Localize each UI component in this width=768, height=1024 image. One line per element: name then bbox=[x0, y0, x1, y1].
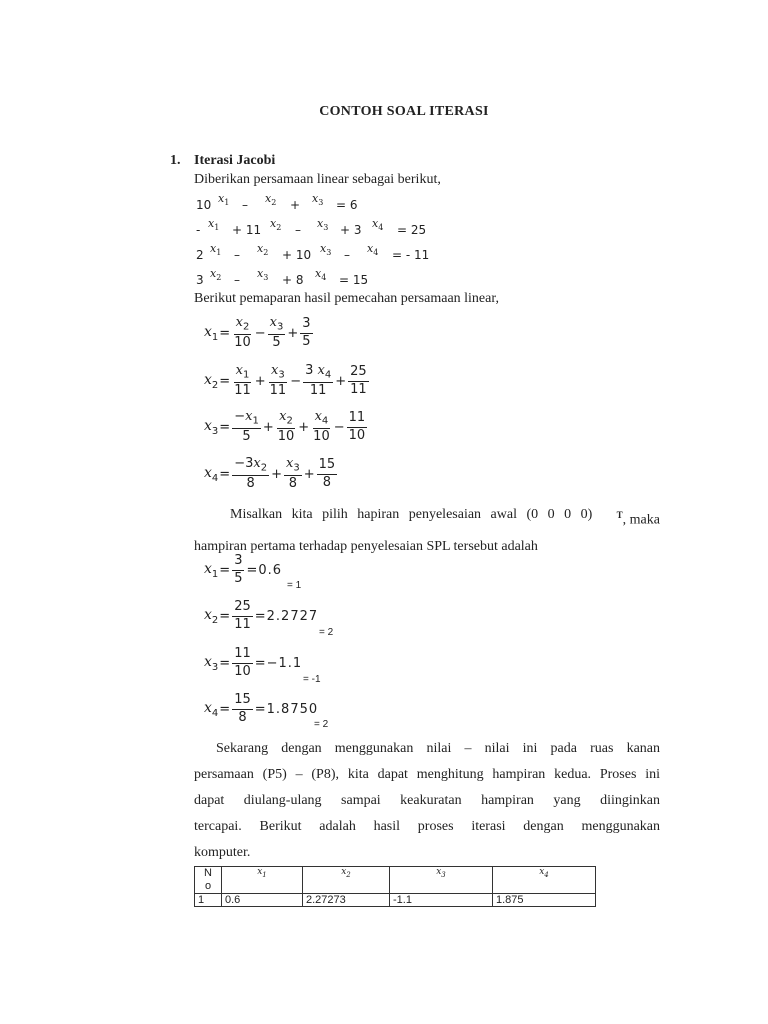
approx-x1-value: 0.6 bbox=[258, 562, 283, 578]
header-x1: $x_1$ bbox=[222, 867, 303, 894]
fraction: $\frac{x_3}{11}$ bbox=[269, 363, 287, 399]
para2-line2: persamaan (P5) – (P8), kita dapat menghitung hampiran kedua. Proses ini bbox=[194, 767, 660, 782]
eq3-x1: $x_1$ bbox=[210, 242, 222, 258]
eq4-rhs: = 15 bbox=[339, 273, 369, 287]
approx-x1-note: = 1 bbox=[287, 580, 302, 591]
para2-line4: tercapai. Berikut adalah hasil proses iterasi dengan menggunakan bbox=[194, 819, 660, 834]
eq2-coef: - bbox=[196, 223, 201, 237]
eq1-coef: 10 bbox=[196, 198, 212, 212]
fraction: $\frac{-3x_2}{8}$ bbox=[234, 456, 268, 492]
explanation-text: Berikut pemaparan hasil pemecahan persamaan linear, bbox=[194, 291, 499, 306]
approx-x4-note: = 2 bbox=[314, 719, 329, 730]
approx-x3-note: = -1 bbox=[303, 674, 321, 685]
table-row bbox=[195, 894, 596, 907]
eq1-op2: + bbox=[290, 198, 301, 212]
cell-no: 1 bbox=[195, 894, 222, 907]
approx-x4-value: 1.8750 bbox=[266, 701, 319, 717]
eq4-x3: $x_3$ bbox=[257, 267, 269, 283]
fraction: $\frac{3}{5}$ bbox=[302, 316, 311, 350]
para1-line1-end: , maka bbox=[622, 512, 660, 528]
fraction: $\frac{3 x_4}{11}$ bbox=[305, 363, 332, 399]
fraction: $\frac{-x_1}{5}$ bbox=[234, 409, 259, 445]
fraction: $\frac{25}{11}$ bbox=[350, 364, 367, 398]
eq3-x3: $x_3$ bbox=[320, 242, 332, 258]
para2-line3: dapat diulang-ulang sampai keakuratan hampiran yang diinginkan bbox=[194, 793, 660, 808]
eq4-x4: $x_4$ bbox=[315, 267, 327, 283]
eq4-coef: 3 bbox=[196, 273, 204, 287]
eq2-rhs: = 25 bbox=[397, 223, 427, 237]
eq3-coef: 2 bbox=[196, 248, 204, 262]
eq2-x3: $x_3$ bbox=[317, 217, 329, 233]
eq4-op1: – bbox=[234, 273, 240, 287]
header-no: N o bbox=[195, 867, 222, 894]
para1-line1: Misalkan kita pilih hapiran penyelesaian awal (0 0 0 0) bbox=[230, 507, 593, 522]
eq3-x4: $x_4$ bbox=[367, 242, 379, 258]
cell-x2: 2.27273 bbox=[303, 894, 390, 907]
eq3-op2: + 10 bbox=[282, 248, 312, 262]
section-number: 1. bbox=[170, 153, 181, 168]
eq1-rhs: = 6 bbox=[336, 198, 358, 212]
paragraph-initial-guess bbox=[194, 502, 660, 560]
transpose-mark: T bbox=[616, 510, 623, 520]
fraction: $\frac{x_2}{10}$ bbox=[234, 315, 251, 351]
eq3-x2: $x_2$ bbox=[257, 242, 269, 258]
formula-x1: $x_1$ = $\frac{x_2}{10}$ − $\frac{x_3}{5}$ + $\frac{3}{5}$ bbox=[204, 315, 311, 351]
eq1-op1: – bbox=[242, 198, 248, 212]
fraction: $\frac{11}{10}$ bbox=[348, 410, 366, 444]
eq3-op1: – bbox=[234, 248, 240, 262]
eq2-op1: + 11 bbox=[232, 223, 262, 237]
fraction: $\frac{x_3}{8}$ bbox=[285, 456, 300, 492]
header-x4: $x_4$ bbox=[493, 867, 596, 894]
fraction: $\frac{x_3}{5}$ bbox=[269, 315, 284, 351]
header-x3: $x_3$ bbox=[390, 867, 493, 894]
paragraph-iteration bbox=[194, 736, 660, 866]
eq3-rhs: = - 11 bbox=[392, 248, 430, 262]
approx-x1: $x_1$ = $\frac{3}{5}$ = 0.6 bbox=[204, 553, 283, 586]
eq4-op2: + 8 bbox=[282, 273, 304, 287]
cell-x4: 1.875 bbox=[493, 894, 596, 907]
page-title: CONTOH SOAL ITERASI bbox=[319, 104, 489, 119]
eq2-x1: $x_1$ bbox=[208, 217, 220, 233]
eq1-x3: $x_3$ bbox=[312, 192, 324, 208]
eq4-x2: $x_2$ bbox=[210, 267, 222, 283]
eq1-x2: $x_2$ bbox=[265, 192, 277, 208]
fraction: $\frac{x_2}{10}$ bbox=[277, 409, 295, 445]
approx-x3: $x_3$ = $\frac{11}{10}$ = −1.1 bbox=[204, 646, 303, 679]
approx-x2: $x_2$ = $\frac{25}{11}$ = 2.2727 bbox=[204, 599, 319, 632]
cell-x1: 0.6 bbox=[222, 894, 303, 907]
eq1-x1: $x_1$ bbox=[218, 192, 230, 208]
eq2-x4: $x_4$ bbox=[372, 217, 384, 233]
formula-x2: $x_2$ = $\frac{x_1}{11}$ + $\frac{x_3}{11}$ − $\frac{3 x_4}{11}$ + $\frac{25}{11}$ bbox=[204, 363, 367, 399]
formula-x3: $x_3$ = $\frac{-x_1}{5}$ + $\frac{x_2}{10}$ + $\frac{x_4}{10}$ − $\frac{11}{10}$ bbox=[204, 409, 366, 445]
header-x2: $x_2$ bbox=[303, 867, 390, 894]
approx-x2-value: 2.2727 bbox=[266, 608, 319, 624]
table-header-row bbox=[195, 867, 596, 894]
iteration-table bbox=[194, 866, 596, 907]
eq3-op3: – bbox=[344, 248, 350, 262]
fraction: $\frac{x_4}{10}$ bbox=[313, 409, 330, 445]
cell-x3: -1.1 bbox=[390, 894, 493, 907]
para1-line2: hampiran pertama terhadap penyelesaian SPL tersebut adalah bbox=[194, 538, 538, 554]
intro-text: Diberikan persamaan linear sebagai berikut, bbox=[194, 172, 441, 187]
para2-line1: Sekarang dengan menggunakan nilai – nilai ini pada ruas kanan bbox=[216, 741, 660, 756]
approx-x4: $x_4$ = $\frac{15}{8}$ = 1.8750 bbox=[204, 692, 319, 725]
eq2-op2: – bbox=[295, 223, 301, 237]
eq2-op3: + 3 bbox=[340, 223, 362, 237]
eq2-x2: $x_2$ bbox=[270, 217, 282, 233]
approx-x2-note: = 2 bbox=[319, 627, 334, 638]
approx-x3-value: −1.1 bbox=[266, 655, 303, 671]
para2-line5: komputer. bbox=[194, 845, 251, 860]
fraction: $\frac{15}{8}$ bbox=[318, 457, 336, 491]
section-heading: Iterasi Jacobi bbox=[194, 153, 276, 168]
equation-system bbox=[0, 0, 768, 300]
fraction: $\frac{x_1}{11}$ bbox=[234, 363, 251, 399]
formula-x4: $x_4$ = $\frac{-3x_2}{8}$ + $\frac{x_3}{8}$ + $\frac{15}{8}$ bbox=[204, 456, 336, 492]
